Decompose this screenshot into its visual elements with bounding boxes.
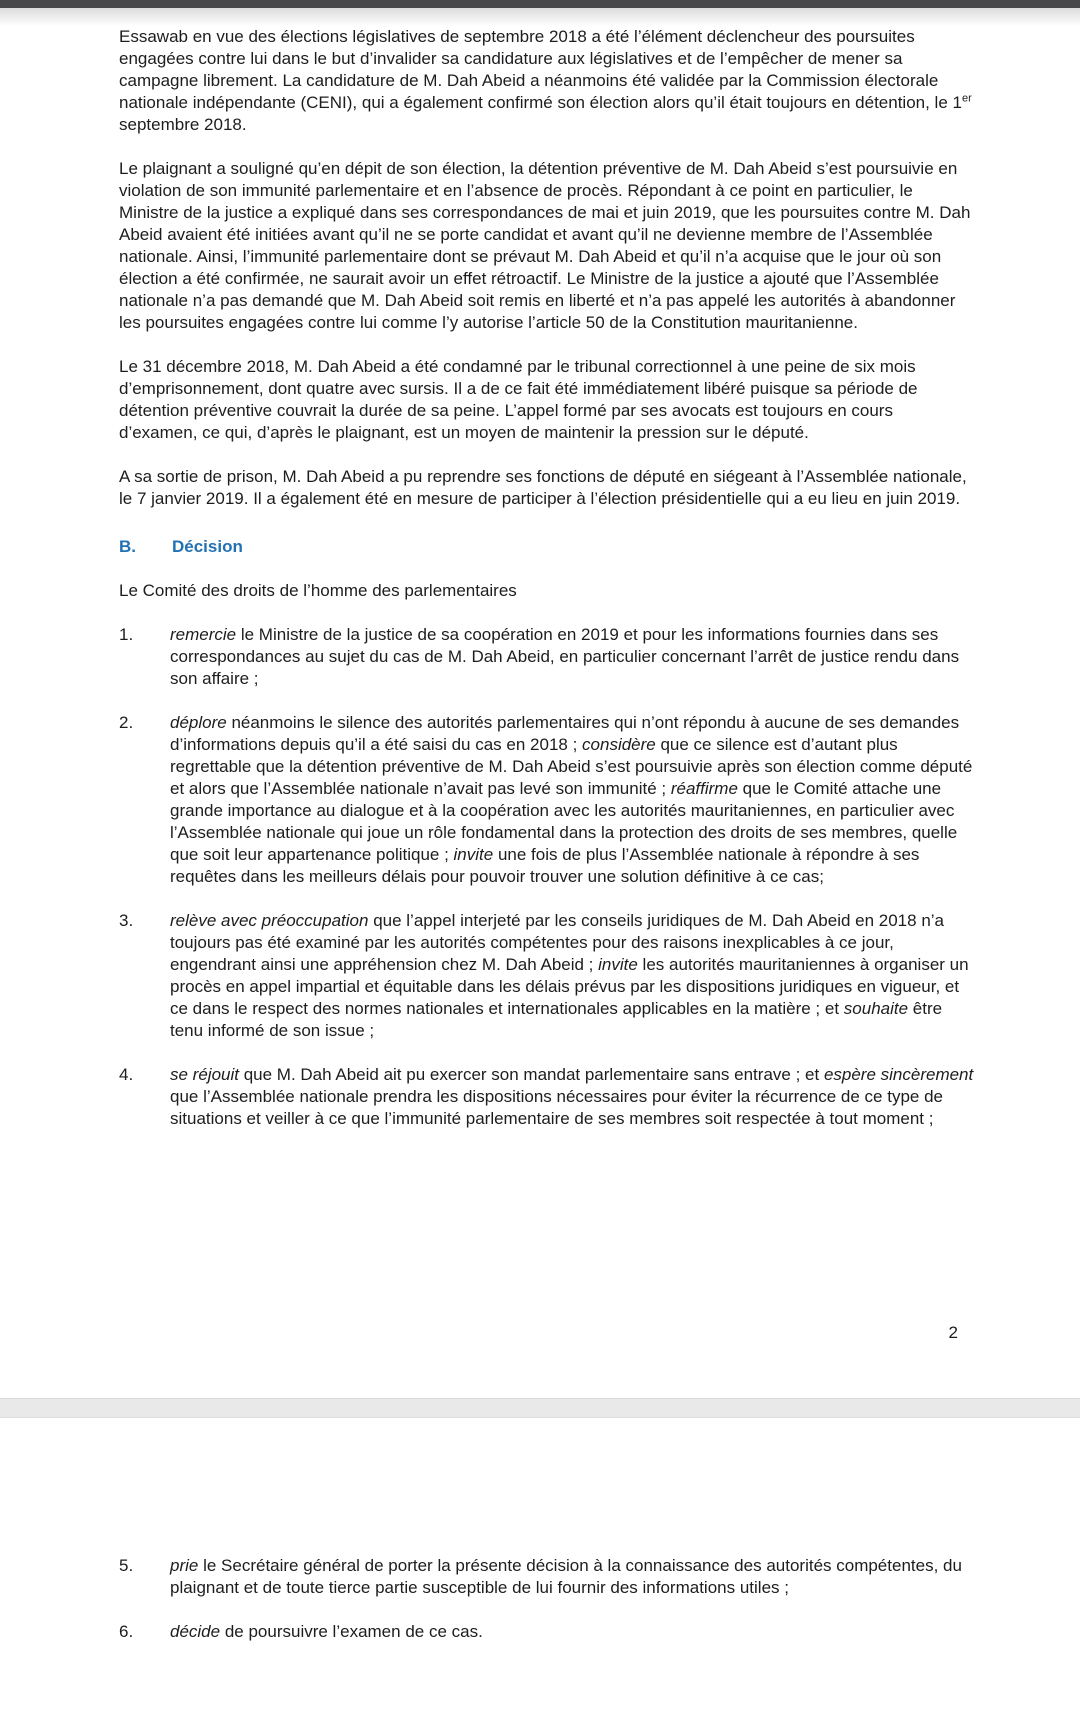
page-separator: [0, 1398, 1080, 1418]
section-heading: [119, 536, 975, 558]
item-number: 3.: [119, 911, 134, 930]
item-text: relève avec préoccupation que l’appel interjeté par les conseils juridiques de M. Dah Abeid en 2018 n’a toujours pas été examiné par les autorités compétentes pour des raisons inexplicables à ce jour, engendrant ainsi une appréhension chez M. Dah Abeid ; invite les autorités mauritaniennes à organiser un procès en appel impartial et équitable dans les délais prévus par les dispositions juridiques en vigueur, et ce dans le respect des normes nationales et internationales applicables en la matière ; et souhaite être tenu informé de son issue ;: [170, 911, 969, 1040]
pdf-page-2: [0, 26, 1080, 1398]
decision-item: [119, 712, 975, 888]
paragraph: Essawab en vue des élections législatives de septembre 2018 a été l’élément déclencheur des poursuites engagées contre lui dans le but d’invalider sa candidature aux législatives et de l’empêcher de mener sa campagne librement. La candidature de M. Dah Abeid a néanmoins été validée par la Commission électorale nationale indépendante (CENI), qui a également confirmé son élection alors qu’il était toujours en détention, le 1er septembre 2018.: [119, 27, 972, 134]
committee-intro: Le Comité des droits de l’homme des parlementaires: [119, 581, 517, 600]
document-body-continued: [0, 1555, 1080, 1643]
body-paragraphs: [119, 26, 975, 510]
decision-item: [119, 1064, 975, 1130]
section-label: B.: [119, 537, 136, 556]
section-title: Décision: [172, 537, 243, 556]
decision-items: [119, 624, 975, 1130]
decision-items-continued: [119, 1555, 975, 1643]
window-top-edge: [0, 0, 1080, 8]
paragraph: Le plaignant a souligné qu’en dépit de son élection, la détention préventive de M. Dah Abeid s’est poursuivie en violation de son immunité parlementaire et en l’absence de procès. Répondant à ce point en particulier, le Ministre de la justice a expliqué dans ses correspondances de mai et juin 2019, que les poursuites contre M. Dah Abeid avaient été initiées avant qu’il ne se porte candidat et avant qu’il ne devienne membre de l’Assemblée nationale. Ainsi, l’immunité parlementaire dont se prévaut M. Dah Abeid et qu’il n’a acquise que le jour où son élection a été confirmée, ne saurait avoir un effet rétroactif. Le Ministre de la justice a ajouté que l’Assemblée nationale n’a pas demandé que M. Dah Abeid soit remis en liberté et n’a pas appelé les autorités à abandonner les poursuites engagées contre lui comme l’y autorise l’article 50 de la Constitution mauritanienne.: [119, 159, 971, 332]
page-top-shadow: [0, 8, 1080, 26]
item-number: 2.: [119, 713, 134, 732]
item-text: se réjouit que M. Dah Abeid ait pu exercer son mandat parlementaire sans entrave ; et espère sincèrement que l’Assemblée nationale prendra les dispositions nécessaires pour éviter la récurrence de ce type de situations et veiller à ce que l’immunité parlementaire de ses membres soit respectée à tout moment ;: [170, 1065, 974, 1128]
pdf-page-3: [0, 1418, 1080, 1706]
item-text: remercie le Ministre de la justice de sa coopération en 2019 et pour les informations fournies dans ses correspondances au sujet du cas de M. Dah Abeid, en particulier concernant l’arrêt de justice rendu dans son affaire ;: [170, 625, 960, 688]
decision-item: [119, 910, 975, 1042]
item-number: 4.: [119, 1065, 134, 1084]
item-number: 6.: [119, 1622, 134, 1641]
decision-item: [119, 1555, 975, 1599]
item-text: déplore néanmoins le silence des autorités parlementaires qui n’ont répondu à aucune de ses demandes d’informations depuis qu’il a été saisi du cas en 2018 ; considère que ce silence est d’autant plus regrettable que la détention préventive de M. Dah Abeid s’est poursuivie après son élection comme député et alors que l’Assemblée nationale n’avait pas levé son immunité ; réaffirme que le Comité attache une grande importance au dialogue et à la coopération avec les autorités mauritaniennes, en particulier avec l’Assemblée nationale qui joue un rôle fondamental dans la protection des droits de ses membres, quelle que soit leur appartenance politique ; invite une fois de plus l’Assemblée nationale à répondre à ses requêtes dans les meilleurs délais pour pouvoir trouver une solution définitive à ce cas;: [170, 713, 973, 886]
page-number: 2: [948, 1323, 958, 1342]
decision-item: [119, 1621, 975, 1643]
decision-item: [119, 624, 975, 690]
item-number: 1.: [119, 625, 134, 644]
item-text: prie le Secrétaire général de porter la présente décision à la connaissance des autorités compétentes, du plaignant et de toute tierce partie susceptible de lui fournir des informations utiles ;: [170, 1556, 962, 1597]
item-number: 5.: [119, 1556, 134, 1575]
paragraph: A sa sortie de prison, M. Dah Abeid a pu reprendre ses fonctions de député en siégeant à l’Assemblée nationale, le 7 janvier 2019. Il a également été en mesure de participer à l’élection présidentielle qui a eu lieu en juin 2019.: [119, 467, 967, 508]
document-body: [0, 26, 1080, 1130]
item-text: décide de poursuivre l’examen de ce cas.: [170, 1622, 483, 1641]
paragraph: Le 31 décembre 2018, M. Dah Abeid a été condamné par le tribunal correctionnel à une peine de six mois d’emprisonnement, dont quatre avec sursis. Il a de ce fait été immédiatement libéré puisque sa période de détention préventive couvrait la durée de sa peine. L’appel formé par ses avocats est toujours en cours d’examen, ce qui, d’après le plaignant, est un moyen de maintenir la pression sur le député.: [119, 357, 918, 442]
